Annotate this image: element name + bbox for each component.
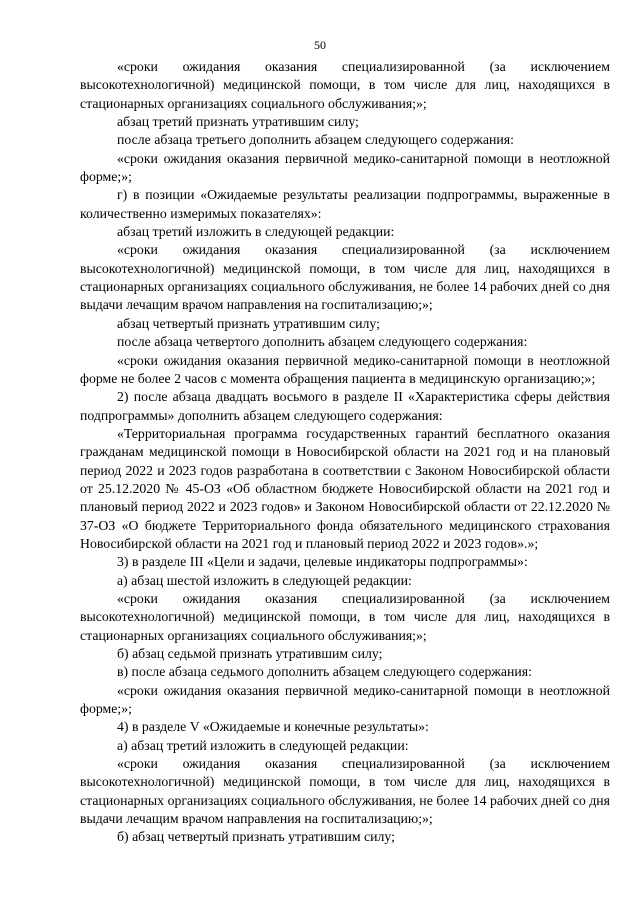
paragraph: абзац третий признать утратившим силу;: [117, 114, 359, 130]
document-body: [80, 58, 610, 847]
paragraph: 4) в разделе V «Ожидаемые и конечные результаты»:: [117, 719, 429, 735]
paragraph: 2) после абзаца двадцать восьмого в разделе II «Характеристика сферы действия подпрограммы» дополнить абзацем следующего содержания:: [80, 389, 610, 423]
paragraph: абзац третий изложить в следующей редакции:: [117, 224, 395, 240]
paragraph: «сроки ожидания оказания специализированной (за исключением высокотехнологичной) медицинской помощи, в том числе для лиц, находящихся в стационарных организациях социального обслуживания;»;: [80, 590, 610, 643]
paragraph: абзац четвертый признать утратившим силу;: [117, 315, 380, 331]
paragraph: «сроки ожидания оказания специализированной (за исключением высокотехнологичной) медицинской помощи, в том числе для лиц, находящихся в стационарных организациях социального обслуживания, не более 14 рабочих дней со дня выдачи лечащим врачом направления на госпитализацию;»;: [80, 242, 610, 313]
paragraph: «сроки ожидания оказания первичной медико-санитарной помощи в неотложной форме;»;: [80, 682, 610, 717]
paragraph: после абзаца третьего дополнить абзацем следующего содержания:: [117, 132, 514, 148]
paragraph: 3) в разделе III «Цели и задачи, целевые индикаторы подпрограммы»:: [117, 554, 528, 570]
paragraph: в) после абзаца седьмого дополнить абзацем следующего содержания:: [117, 664, 532, 680]
paragraph: а) абзац шестой изложить в следующей редакции:: [117, 572, 412, 588]
paragraph: «Территориальная программа государственных гарантий бесплатного оказания гражданам медицинской помощи в Новосибирской области на 2021 год и на плановый период 2022 и 2023 годов разработана в соответствии с Законом Новосибирской области от 25.12.2020 № 45-ОЗ «Об областном бюджете Новосибирской области на 2021 год и плановый период 2022 и 2023 годов» и Законом Новосибирской области от 22.12.2020 № 37-ОЗ «О бюджете Территориального фонда обязательного медицинского страхования Новосибирской области на 2021 год и плановый период 2022 и 2023 годов».»;: [80, 425, 610, 551]
paragraph: «сроки ожидания оказания специализированной (за исключением высокотехнологичной) медицинской помощи, в том числе для лиц, находящихся в стационарных организациях социального обслуживания;»;: [80, 59, 610, 111]
paragraph: «сроки ожидания оказания первичной медико-санитарной помощи в неотложной форме;»;: [80, 150, 610, 185]
paragraph: «сроки ожидания оказания первичной медико-санитарной помощи в неотложной форме не более 2 часов с момента обращения пациента в медицинскую организацию;»;: [80, 352, 610, 386]
paragraph: а) абзац третий изложить в следующей редакции:: [117, 737, 409, 753]
paragraph: б) абзац четвертый признать утратившим силу;: [117, 829, 395, 845]
paragraph: после абзаца четвертого дополнить абзацем следующего содержания:: [117, 334, 528, 350]
paragraph: «сроки ожидания оказания специализированной (за исключением высокотехнологичной) медицинской помощи, в том числе для лиц, находящихся в стационарных организациях социального обслуживания, не более 14 рабочих дней со дня выдачи лечащим врачом направления на госпитализацию;»;: [80, 756, 610, 827]
page-number: 50: [314, 38, 326, 52]
paragraph: г) в позиции «Ожидаемые результаты реализации подпрограммы, выраженные в количественно измеримых показателях»:: [80, 187, 610, 221]
paragraph: б) абзац седьмой признать утратившим силу;: [117, 646, 383, 661]
